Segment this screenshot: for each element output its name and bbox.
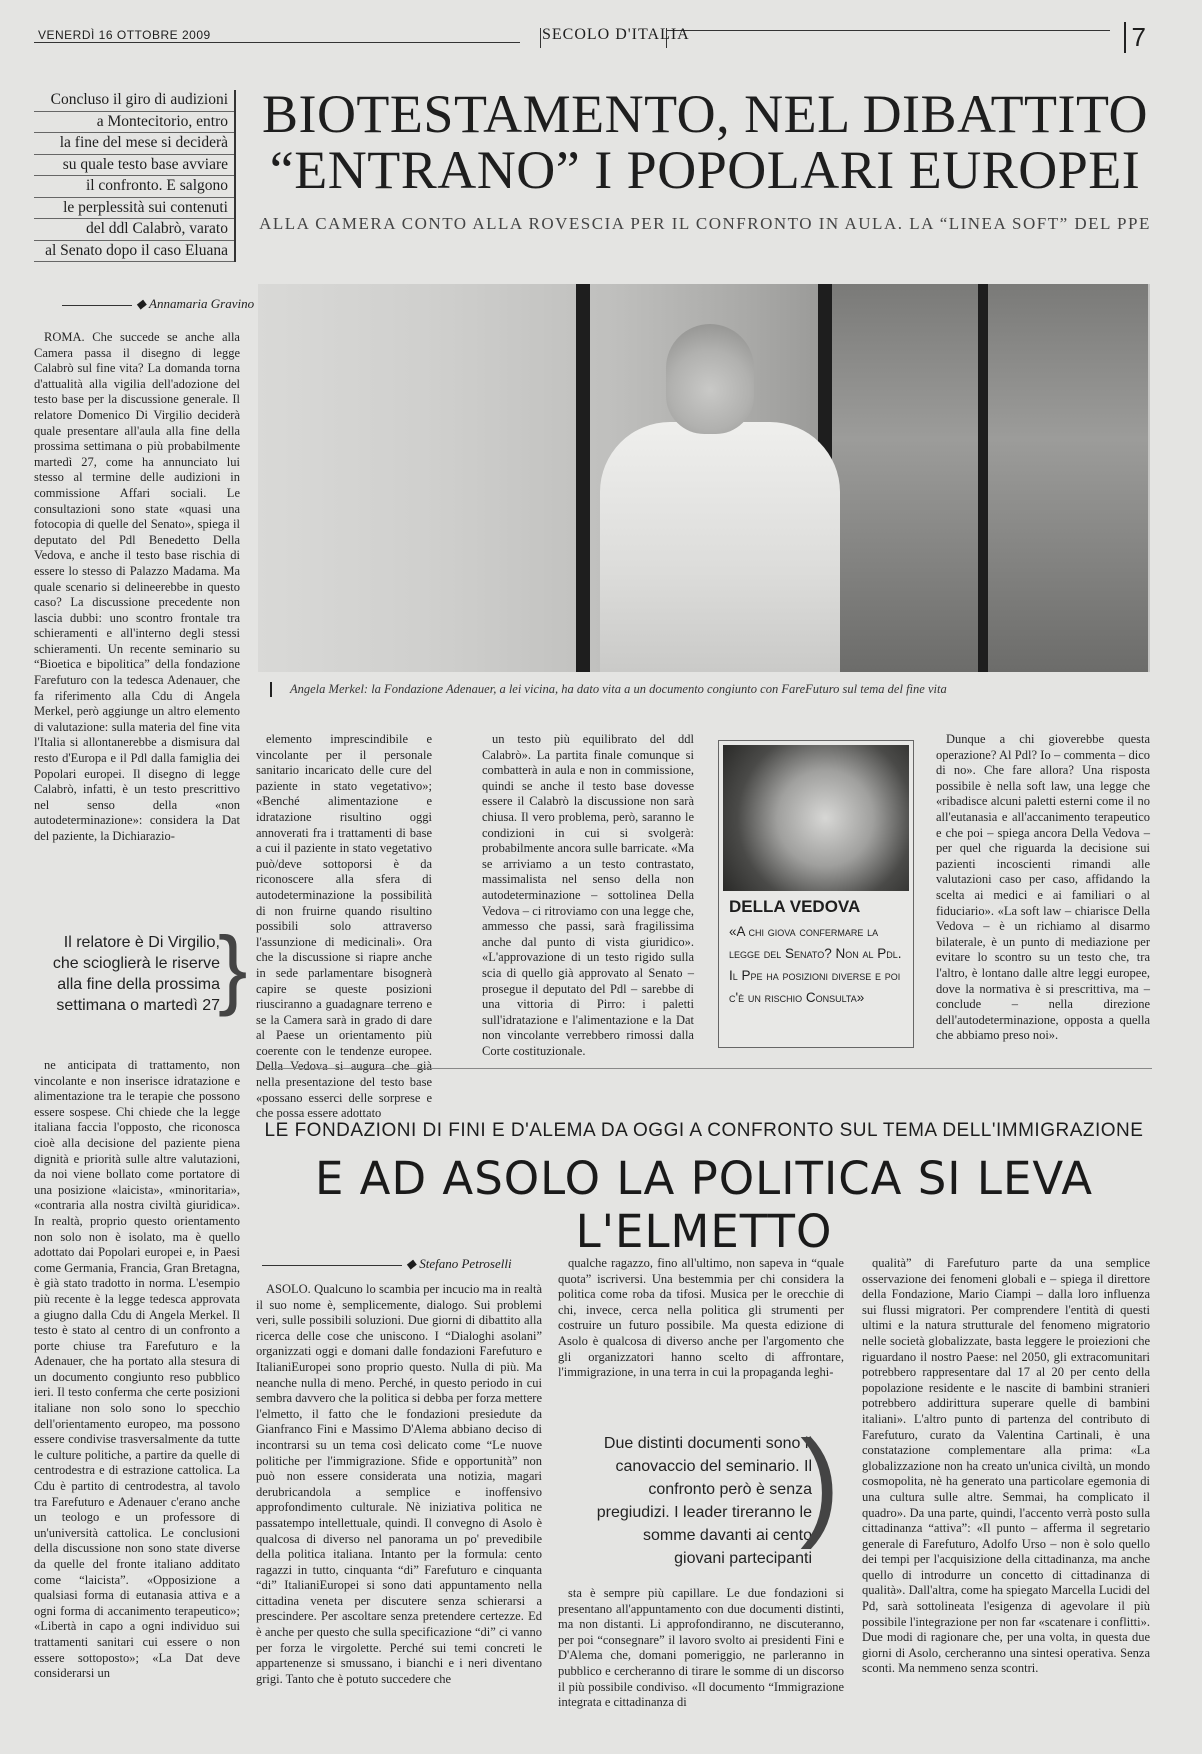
merkel-photo: [258, 284, 1150, 672]
article2-byline: ◆ Stefano Petroselli: [262, 1256, 512, 1272]
body-text: qualche ragazzo, fino all'ultimo, non sapeva in “quale quota” iscriversi. Una bestemmia per chi considera la politica come roba da tifosi. Musica per le orecchie di chi, invece, cerca nella politica gli strumenti per costruire un futuro possibile. Ma questa edizione di Asolo è qualcosa di diverso anche per l'argomento che gli organizzatori hanno scelto di affrontare, l'immigrazione, in una terra in cui la propaganda leghi-: [558, 1256, 844, 1380]
della-vedova-photo: [723, 745, 909, 891]
article2-kicker: LE FONDAZIONI DI FINI E D'ALEMA DA OGGI A CONFRONTO SUL TEMA DELL'IMMIGRAZIONE: [264, 1120, 1144, 1141]
section-divider: [256, 1068, 1152, 1069]
photo-person-head: [666, 324, 754, 434]
photo-door: [828, 284, 1148, 672]
body-text: ne anticipata di trattamento, non vincolante e non inserisce idratazione e alimentazione tra le terapie che possono essere sospese. Chi chiede che la legge italiana faccia l'opposto, che riconosca cioè alla decisione del paziente piena dignità e priorità sulle altre valutazioni, da noi viene bollato come portatore di una posizione «laicista», «minoritaria», «contraria alla nostra civiltà giuridica». In realtà, proprio questo orientamento non solo non è isolato, ma è quello adottato dai Popolari europei e, in Paesi come Germania, Francia, Gran Bretagna, è già stato tradotto in norma. L'esempio più recente è la legge tedesca approvata a giugno dalla Cdu di Angela Merkel. Il testo è stato al centro di un confronto a porte chiuse tra Farefuturo e la Adenauer, che ha portato alla stesura di un documento congiunto reso pubblico ieri. Il testo conferma che certe posizioni italiane non solo sono lo specchio dell'orientamento europeo, ma possono essere condivise trasversalmente da tutte le culture politiche, a partire da quelle di centrodestra e di estrazione cattolica. La Cdu è partito di centrodestra, al tavolo tra Farefuturo e Adenauer c'erano anche un teologo e un professore di un'università cattolica. Le conclusioni della discussione non sono state diverse da quelle del fronte italiano additato come “laicista”. «Opposizione a qualsiasi forma di eutanasia attiva e a ogni forma di accanimento terapeutico»; «Libertà in capo a ogni individuo sui trattamenti sanitari cui essere o non essere sottoposto»; «La Dat deve considerarsi un: [34, 1058, 240, 1681]
header-rule-left: [34, 42, 520, 43]
photo-person-body: [600, 422, 840, 672]
photo-caption: Angela Merkel: la Fondazione Adenauer, a lei vicina, ha dato vita a un documento congiunto con FareFuturo sul tema del fine vita: [270, 682, 1170, 697]
header-rule-right: [666, 30, 1110, 31]
kicker-line: al Senato dopo il caso Eluana: [34, 241, 234, 263]
article1-column-1-continued: [34, 1058, 240, 1740]
article1-pullquote: Il relatore è Di Virgilio, che scioglierà le riserve alla fine della prossima settimana o martedì 27: [52, 934, 220, 1014]
headline-line: “ENTRANO” I POPOLARI EUROPEI: [269, 140, 1141, 200]
interview-box: [718, 740, 914, 1048]
article2-column-1: [256, 1282, 542, 1740]
issue-date: VENERDÌ 16 OTTOBRE 2009: [38, 28, 211, 42]
kicker-line: la fine del mese si deciderà: [34, 133, 234, 155]
author-name: Stefano Petroselli: [419, 1256, 512, 1271]
kicker-line: il confronto. E salgono: [34, 176, 234, 198]
article1-column-2: [256, 732, 432, 1121]
headline-line: BIOTESTAMENTO, NEL DIBATTITO: [261, 84, 1149, 144]
body-text: un testo più equilibrato del ddl Calabrò». La partita finale comunque si combatterà in aula e non in commissione, quindi se anche il testo base dovesse essere il Calabrò la discussione non sarà chiusa. Il vero problema, però, saranno le condizioni in cui si svolgerà: probabilmente ancora sulle barricate. «Ma se arriviamo a un testo contrastato, massimalista nel senso della non autodeterminazione – sottolinea Della Vedova – ci ritroviamo con una legge che, ammesso che passi, sarà fragilissima anche dal punto di vista giuridico». «L'approvazione di un testo rigido sulla scia di quello già approvato al Senato – prosegue il deputato del Pdl – sarebbe di una vittoria di Pirro: i paletti sull'idratazione e l'alimentazione e la Dat non vincolante verrebbero rimossi dalla Corte costituzionale.: [482, 732, 694, 1058]
article2-pullquote: Due distinti documenti sono il canovaccio del seminario. Il confronto però è senza pregiudizi. I leader tireranno le somme davanti ai cento giovani partecipanti: [596, 1435, 812, 1567]
page-number: 7: [1124, 22, 1146, 53]
body-text: ROMA. Che succede se anche alla Camera passa il disegno di legge Calabrò sul fine vita? La domanda torna d'attualità alla vigilia dell'adozione del testo base per la discussione generale. Il relatore Domenico Di Virgilio deciderà quale presentare all'aula alla fine della prossima settimana o più probabilmente martedì 27, come ha annunciato lui stesso al termine delle audizioni in commissione Affari sociali. Le consultazioni sono state «quasi una fotocopia di quelle del Senato», spiega il deputato del Pdl Benedetto Della Vedova, e anche il testo base rischia di essere lo stesso di Palazzo Madama. Ma quale scenario si delineerebbe in questo caso? La discussione precedente non lascia dubbi: uno scontro frontale tra schieramenti e all'interno degli stessi schieramenti. Un recente seminario su “Bioetica e bipolitica” della fondazione Farefuturo con la tedesca Adenauer, che fa riferimento alla Cdu di Angela Merkel, però aggiunge un altro elemento di valutazione: sulla materia del fine vita l'Italia si allontanerebbe a dismisura dal resto d'Europa e il Pdl dalla famiglia dei Popolari europei. Il disegno di legge Calabrò, infatti, è un testo prescrittivo nel senso della «non autodeterminazione»: considera la Dat del paziente, la Dichiarazio-: [34, 330, 240, 843]
author-name: Annamaria Gravino: [149, 296, 255, 311]
article2-column-2: [558, 1256, 844, 1404]
body-text: sta è sempre più capillare. Le due fondazioni si presentano all'appuntamento con due documenti distinti, ma non distanti. Li approfondiranno, ne discuteranno, per poi “consegnare” il lavoro svolto ai presidenti Fini e D'Alema che, domani pomeriggio, ne parleranno in pubblico e cercheranno di tirare le somme di un discorso il più possibile condiviso. «Il documento “Immigrazione integrata e cittadinanza di: [558, 1586, 844, 1710]
kicker-line: Concluso il giro di audizioni: [34, 90, 234, 112]
article1-subhead: ALLA CAMERA CONTO ALLA ROVESCIA PER IL CONFRONTO IN AULA. LA “LINEA SOFT” DEL PPE: [259, 214, 1151, 233]
article1-column-1: [34, 330, 240, 920]
body-text: qualità” di Farefuturo parte da una semplice osservazione dei fenomeni globali e – spiega il direttore della Fondazione, Mario Ciampi – dalla loro influenza sui flussi migratori. Per comprendere l'entità di questi ultimi e la natura strutturale del fenomeno migratorio nelle società globalizzate, basta leggere le proiezioni che riguardano il nostro Paese: nel 2050, gli extracomunitari potrebbero rappresentare dal 17 al 20 per cento della popolazione residente e le nascite di bambini stranieri potrebbero addirittura superare quelle di bambini italiani». L'altro punto di partenza del contributo di Farefuturo, curato da Valentina Cartinali, è una constatazione complementare alla prima: «La globalizzazione non ha creato un'unica civiltà, un mondo cosmopolita, nè ha generato una particolare egemonia di una cultura sulle altre. Semmai, ha complicato il quadro». Da una parte, quindi, l'accento verrà posto sulla cittadinanza “attiva”: «Il punto – afferma il segretario generale di Farefuturo, Adolfo Urso – non è solo quello dei tempi per l'acquisizione della cittadinanza, ma anche quello di introdurre un concetto di cittadinanza di qualità». Dall'altra, come ha spiegato Marcella Lucidi del Pd, sarà sottolineata l'esigenza di agevolare il più possibile l'integrazione per non far «scatenare i conflitti». Due modi di ragionare che, per una volta, in questa due giorni di Asolo, cercheranno una sintesi operativa. Senza sconti. Ma nemmeno senza scontri.: [862, 1256, 1150, 1676]
article1-headline: [256, 86, 1154, 198]
body-text: elemento imprescindibile e vincolante per il personale sanitario incaricato delle cure del paziente in stato vegetativo»; «Benché alimentazione e idratazione risultino oggi annoverati fra i trattamenti di base a cui il paziente in stato vegetativo può/deve sottoporsi è da riconoscere alla sfera di autodeterminazione la possibilità di non fruirne quando risultino possibili solo attraverso l'assunzione di medicinali». Ora che la discussione si riapre anche in sede parlamentare bisognerà capire se queste posizioni riusciranno a guadagnare terreno e se la Camera sarà in grado di dare al Paese un orientamento più coerente con le tendenze europee. Della Vedova si augura che già nella presentazione del testo base «possano esserci delle sorprese e che possa essere adottato: [256, 732, 432, 1121]
article1-kicker: [34, 90, 236, 262]
body-text: Dunque a chi gioverebbe questa operazione? Al Pdl? Io – commenta – dico di no». Che fare allora? Una risposta possibile è nella soft law, una legge che «ribadisce alcuni paletti esterni come il no all'eutanasia e all'accanimento terapeutico e che poi – spiega ancora Della Vedova – per quel che riguarda la decisione sui pazienti incoscienti rimandi alle valutazioni caso per caso, affidando la scelta ai medici e ai familiari o al fiduciario». «La soft law – chiarisce Della Vedova – è un richiamo al disarmo bilaterale, è un punto di mediazione per evitare lo scontro su un testo che, tra l'altro, è lontano dalle altre leggi europee, dove la normativa è si prescrittiva, ma – conclude – nella direzione dell'autodeterminazione, opposta a quella che abbiamo preso noi».: [936, 732, 1150, 1043]
article1-column-4: [936, 732, 1150, 1062]
interviewee-quote: «A chi giova confermare la legge del Senato? Non al Pdl. Il Ppe ha posizioni diverse e poi c'è un rischio Consulta»: [729, 924, 902, 1005]
kicker-line: del ddl Calabrò, varato: [34, 219, 234, 241]
article2-column-2-continued: [558, 1586, 844, 1740]
page-header: [34, 24, 1150, 54]
brace-decoration: ): [800, 1416, 840, 1550]
byline-rule: [62, 305, 132, 306]
byline-rule: [262, 1265, 402, 1266]
photo-door-frame: [978, 284, 988, 672]
masthead: SECOLO D'ITALIA: [542, 26, 690, 43]
brace-decoration: }: [218, 918, 248, 1017]
kicker-line: le perplessità sui contenuti: [34, 198, 234, 220]
article1-column-3: [482, 732, 694, 1062]
photo-person: [588, 324, 848, 672]
header-rule-tick: [540, 28, 541, 48]
kicker-line: a Montecitorio, entro: [34, 112, 234, 134]
article1-byline: ◆ Annamaria Gravino: [62, 296, 254, 312]
kicker-line: su quale testo base avviare: [34, 155, 234, 177]
body-text: ASOLO. Qualcuno lo scambia per incucio ma in realtà il suo nome è, semplicemente, dialogo. Sui problemi veri, sulle possibili soluzioni. Due giorni di dibattito alla ricerca delle cose che uniscono. I “Dialoghi asolani” organizzati oggi e domani dalle fondazioni Farefuturo e ItalianiEuropei sono proprio questo. Nulla di più. Ma neanche nulla di meno. Perché, in questo periodo in cui sembra davvero che la politica si debba per forza mettere l'elmetto, il fatto che le fondazioni presiedute da Gianfranco Fini e Massimo D'Alema abbiano deciso di incontrarsi su un tema così delicato come “Le nuove politiche per l'immigrazione. Sfide e opportunità” non può non essere considerata una notizia, magari derubricandola a semplice e inoffensivo approfondimento culturale. Nè iniziativa politica ne passatempo intellettuale, quindi. Il convegno di Asolo è qualcosa di diverso nel panorama un po' prevedibile della politica italiana. Intanto per la formula: cento ragazzi in tutto, cinquanta “di” Farefuturo e cinquanta “di” ItalianiEuropei si sono dati appuntamento nella cittadina veneta per discutere senza schierarsi a prescindere. Per ascoltare senza pretendere certezze. Ed è anche per questo che sulla specificazione “di” ci vanno per forza le virgolette. Perché sui temi concreti le appartenenze si smussano, i bianchi e i neri diventano grigi. Tanto che è potuto succedere che: [256, 1282, 542, 1686]
article2-column-3: [862, 1256, 1150, 1740]
interviewee-name: DELLA VEDOVA: [729, 897, 861, 916]
article2-headline: E AD ASOLO LA POLITICA SI LEVA L'ELMETTO: [314, 1152, 1094, 1258]
